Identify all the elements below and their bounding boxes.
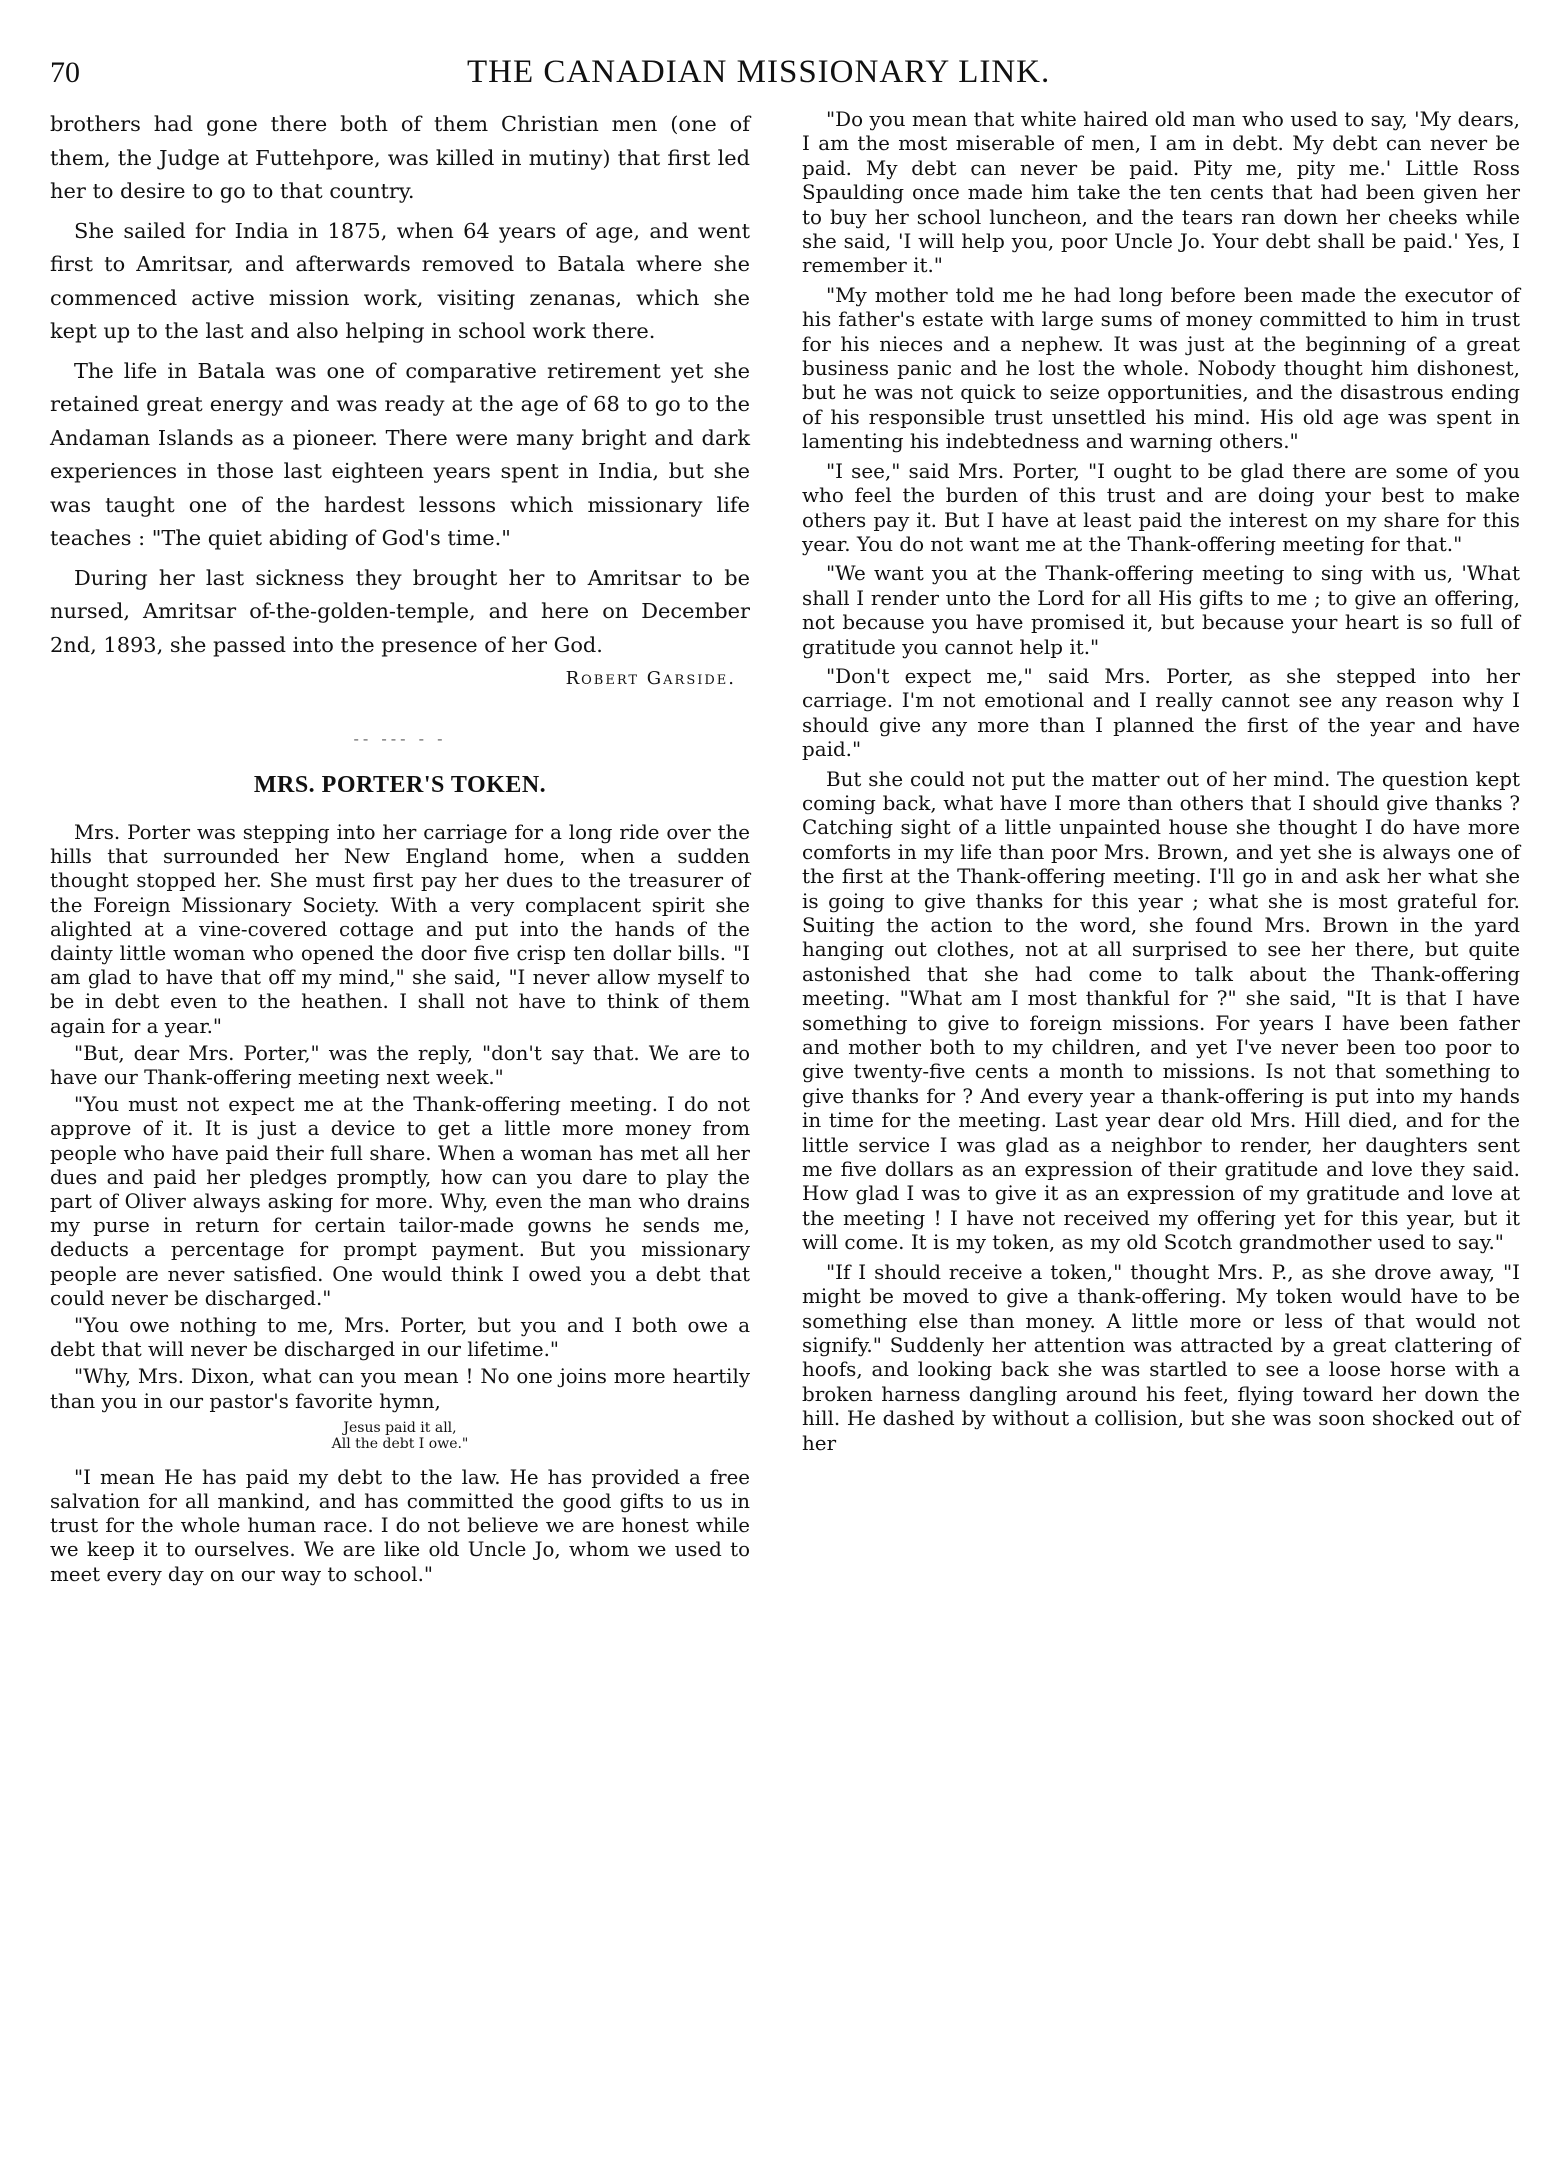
- paragraph: "We want you at the Thank-offering meeting to sing with us, 'What shall I render unto the Lord for all His gifts to me ; to give an offering, not because you have promised it, but because your heart is so full of gratitude you cannot help it.": [802, 562, 1520, 659]
- verse-line: All the debt I owe.": [331, 1435, 469, 1452]
- hymn-verse: [50, 1420, 750, 1452]
- right-column: [802, 108, 1520, 1461]
- paragraph: "Why, Mrs. Dixon, what can you mean ! No one joins more heartily than you in our pastor's favorite hymn,: [50, 1365, 750, 1413]
- obituary-section: [50, 108, 750, 689]
- paragraph: Mrs. Porter was stepping into her carriage for a long ride over the hills that surrounded her New England home, when a sudden thought stopped her. She must first pay her dues to the treasurer of the Foreign Missionary Society. With a very complacent spirit she alighted at a vine-covered cottage and put into the hands of the dainty little woman who opened the door five crisp ten dollar bills. "I am glad to have that off my mind," she said, "I never allow myself to be in debt even to the heathen. I shall not have to think of them again for a year.": [50, 821, 750, 1038]
- story-section: [50, 821, 750, 1587]
- paragraph: "If I should receive a token," thought Mrs. P., as she drove away, "I might be moved to give a thank-offering. My token would have to be something else than money. A little more or less of that would not signify." Suddenly her attention was attracted by a great clattering of hoofs, and looking back she was startled to see a loose horse with a broken harness dangling around his feet, flying toward her down the hill. He dashed by without a collision, but she was soon shocked out of her: [802, 1260, 1520, 1455]
- paragraph: "My mother told me he had long before been made the executor of his father's estate with large sums of money committed to him in trust for his nieces and a nephew. It was just at the beginning of a great business panic and he lost the whole. Nobody thought him dishonest, but he was not quick to seize opportunities, and the disastrous ending of his responsible trust unsettled his mind. His old age was spent in lamenting his indebtedness and warning others.": [802, 283, 1520, 454]
- paragraph: "I see," said Mrs. Porter, "I ought to be glad there are some of you who feel the burden of this trust and are doing your best to make others pay it. But I have at least paid the interest on my share for this year. You do not want me at the Thank-offering meeting for that.": [802, 459, 1520, 556]
- section-separator: -- --- - -: [353, 729, 447, 748]
- author-signature: Robert Garside.: [565, 668, 736, 689]
- paragraph: "You must not expect me at the Thank-offering meeting. I do not approve of it. It is just a device to get a little more money from people who have paid their full share. When a woman has met all her dues and paid her pledges promptly, how can you dare to play the part of Oliver always asking for more. Why, even the man who drains my purse in return for certain tailor-made gowns he sends me, deducts a percentage for prompt payment. But you missionary people are never satisfied. One would think I owed you a debt that could never be discharged.": [50, 1093, 750, 1310]
- page-number: 70: [50, 56, 80, 89]
- verse-line: Jesus paid it all,: [343, 1419, 457, 1436]
- paragraph: "Do you mean that white haired old man who used to say, 'My dears, I am the most miserable of men, I am in debt. My debt can never be paid. My debt can never be paid. Pity me, pity me.' Little Ross Spaulding once made him take the ten cents that had been given her to buy her school luncheon, and the tears ran down her cheeks while she said, 'I will help you, poor Uncle Jo. Your debt shall be paid.' Yes, I remember it.": [802, 108, 1520, 278]
- paragraph: brothers had gone there both of them Christian men (one of them, the Judge at Futtehpore, was killed in mutiny) that first led her to desire to go to that country.: [50, 112, 750, 203]
- paragraph: During her last sickness they brought her to Amritsar to be nursed, Amritsar of-the-golden-temple, and here on December 2nd, 1893, she passed into the presence of her God.: [50, 565, 750, 657]
- paragraph: "You owe nothing to me, Mrs. Porter, but you and I both owe a debt that will never be discharged in our lifetime.": [50, 1314, 750, 1362]
- paragraph: She sailed for India in 1875, when 64 years of age, and went first to Amritsar, and afterwards removed to Batala where she commenced active mission work, visiting zenanas, which she kept up to the last and also helping in school work there.: [50, 218, 750, 343]
- article-title: MRS. PORTER'S TOKEN.: [253, 772, 547, 798]
- running-title: THE CANADIAN MISSIONARY LINK.: [467, 54, 1051, 90]
- paragraph: "I mean He has paid my debt to the law. He has provided a free salvation for all mankind, and has committed the good gifts to us in trust for the whole human race. I do not believe we are honest while we keep it to ourselves. We are like old Uncle Jo, whom we used to meet every day on our way to school.": [50, 1465, 750, 1586]
- left-column: [50, 108, 750, 1590]
- paragraph: But she could not put the matter out of her mind. The question kept coming back, what have I more than others that I should give thanks ? Catching sight of a little unpainted house she thought I do have more comforts in my life than poor Mrs. Brown, and yet she is always one of the first at the Thank-offering meeting. I'll go in and ask her what she is going to give thanks for this year ; what she is most grateful for. Suiting the action to the word, she found Mrs. Brown in the yard hanging out clothes, not at all surprised to see her there, but quite astonished that she had come to talk about the Thank-offering meeting. "What am I most thankful for ?" she said, "It is that I have something to give to foreign missions. For years I have been father and mother both to my children, and yet I've never been too poor to give twenty-five cents a month to missions. Is not that something to give thanks for ? And every year a thank-offering is put into my hands in time for the meeting. Last year dear old Mrs. Hill died, and for the little service I was glad as a neighbor to render, her daughters sent me five dollars as an expression of their gratitude and love they said. How glad I was to give it as an expression of my gratitude and love at the meeting ! I have not received my offering yet for this year, but it will come. It is my token, as my old Scotch grandmother used to say.": [802, 767, 1520, 1255]
- paragraph: The life in Batala was one of comparative retirement yet she retained great energy and was ready at the age of 68 to go to the Andaman Islands as a pioneer. There were many bright and dark experiences in those last eighteen years spent in India, but she was taught one of the hardest lessons which missionary life teaches : "The quiet abiding of God's time.": [50, 358, 750, 550]
- paragraph: "Don't expect me," said Mrs. Porter, as she stepped into her carriage. I'm not emotional and I really cannot see any reason why I should give any more than I planned the first of the year and have paid.": [802, 664, 1520, 762]
- paragraph: "But, dear Mrs. Porter," was the reply, "don't say that. We are to have our Thank-offering meeting next week.": [50, 1041, 750, 1090]
